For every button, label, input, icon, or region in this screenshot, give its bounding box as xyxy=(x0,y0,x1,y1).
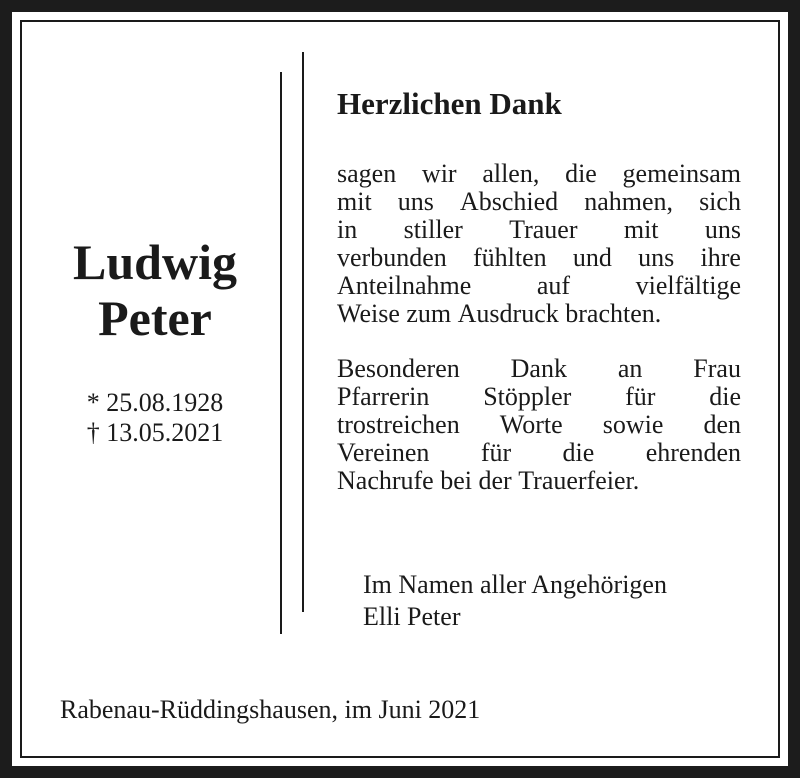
life-dates xyxy=(42,388,268,448)
word: an xyxy=(617,354,643,383)
obituary-notice xyxy=(12,12,788,766)
word: sich xyxy=(699,187,741,216)
text-line xyxy=(337,244,741,272)
signature-line-2: Elli Peter xyxy=(363,602,461,631)
thanks-paragraph-1 xyxy=(337,160,741,328)
word: auf xyxy=(536,271,571,300)
word: sowie xyxy=(602,410,664,439)
word: die xyxy=(565,159,597,188)
word: bei xyxy=(433,466,472,495)
word: sagen xyxy=(337,159,397,188)
word: gemeinsam xyxy=(622,159,741,188)
word: die xyxy=(709,382,741,411)
word: Besonderen xyxy=(337,354,460,383)
word: verbunden xyxy=(337,243,447,272)
word: und xyxy=(572,243,612,272)
word: ehrenden xyxy=(645,438,741,467)
divider-line-right xyxy=(302,52,304,612)
word: Stöppler xyxy=(483,382,572,411)
signature xyxy=(363,569,667,633)
word: die xyxy=(562,438,595,467)
word: uns xyxy=(397,187,434,216)
word: der xyxy=(471,466,512,495)
birth-date: * 25.08.1928 xyxy=(86,388,224,417)
word: fühlten xyxy=(473,243,547,272)
word: für xyxy=(625,382,656,411)
word: nahmen, xyxy=(584,187,673,216)
text-line xyxy=(337,188,741,216)
word: Trauer xyxy=(509,215,578,244)
word: uns xyxy=(704,215,741,244)
text-line xyxy=(337,411,741,439)
word: brachten. xyxy=(558,299,662,328)
last-name: Peter xyxy=(98,290,212,346)
text-line xyxy=(337,272,741,300)
word: Frau xyxy=(693,354,741,383)
word: in xyxy=(337,215,358,244)
word: uns xyxy=(638,243,675,272)
text-line xyxy=(337,467,741,495)
word: Abschied xyxy=(459,187,559,216)
word: trostreichen xyxy=(337,410,460,439)
text-line xyxy=(337,216,741,244)
text-line xyxy=(337,383,741,411)
text-line xyxy=(337,439,741,467)
word: Nachrufe xyxy=(337,466,434,495)
word: Anteilnahme xyxy=(337,271,472,300)
word: wir xyxy=(421,159,457,188)
word: Weise xyxy=(337,299,400,328)
word: ihre xyxy=(700,243,741,272)
thanks-paragraph-2 xyxy=(337,355,741,495)
deceased-name xyxy=(42,234,268,346)
word: zum xyxy=(399,299,452,328)
word: allen, xyxy=(482,159,540,188)
word: für xyxy=(480,438,512,467)
divider-line-left xyxy=(280,72,282,634)
word: mit xyxy=(623,215,659,244)
word: Trauerfeier. xyxy=(511,466,640,495)
text-line xyxy=(337,160,741,188)
text-line xyxy=(337,300,741,328)
word: Worte xyxy=(499,410,563,439)
death-date: † 13.05.2021 xyxy=(86,418,224,447)
signature-line-1: Im Namen aller Angehörigen xyxy=(363,570,667,599)
word: mit xyxy=(337,187,372,216)
word: Vereinen xyxy=(337,438,430,467)
word: den xyxy=(703,410,741,439)
word: Ausdruck xyxy=(451,299,559,328)
text-line xyxy=(337,355,741,383)
footer-place-date: Rabenau-Rüddingshausen, im Juni 2021 xyxy=(60,695,481,724)
first-name: Ludwig xyxy=(73,234,237,290)
thanks-heading: Herzlichen Dank xyxy=(337,86,562,121)
word: stiller xyxy=(403,215,463,244)
word: Pfarrerin xyxy=(337,382,430,411)
word: vielfältige xyxy=(635,271,741,300)
word: Dank xyxy=(510,354,567,383)
